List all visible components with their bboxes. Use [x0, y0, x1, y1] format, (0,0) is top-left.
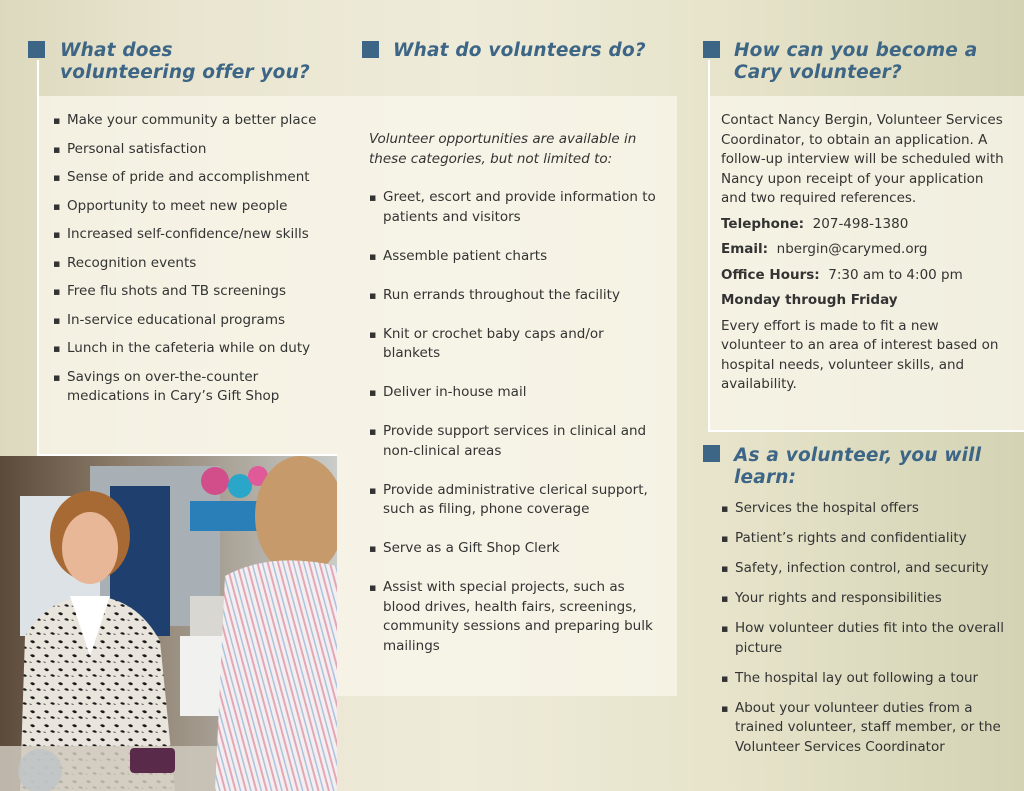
- frame-line-right: [708, 60, 710, 432]
- contact-closing: Every effort is made to fit a new volunteer to an area of interest based on hospital needs, volunteer skills, and availability.: [721, 317, 999, 392]
- benefit-item: ▪ Make your community a better place: [67, 111, 329, 131]
- benefit-item: ▪ In-service educational programs: [67, 311, 329, 331]
- learn-item: ▪ Services the hospital offers: [735, 499, 1005, 519]
- contact-intro: Contact Nancy Bergin, Volunteer Services Coordinator, to obtain an application. A follow-up interview will be scheduled with Nancy upon receipt of your application and two required references.: [721, 112, 1004, 206]
- benefit-item: ▪ Free flu shots and TB screenings: [67, 282, 329, 302]
- activity-item: ▪ Deliver in-house mail: [383, 383, 658, 403]
- email-address: nbergin@carymed.org: [776, 241, 928, 257]
- office-days: Monday through Friday: [721, 292, 898, 308]
- learn-item: ▪ How volunteer duties fit into the overall picture: [735, 619, 1005, 658]
- activity-item: ▪ Assemble patient charts: [383, 247, 658, 267]
- benefits-list: [67, 111, 329, 416]
- benefit-item: ▪ Recognition events: [67, 254, 329, 274]
- benefit-item: ▪ Savings on over-the-counter medications in Cary’s Gift Shop: [67, 368, 329, 407]
- col1-heading: What does volunteering offer you?: [60, 40, 310, 83]
- benefit-item: ▪ Lunch in the cafeteria while on duty: [67, 339, 329, 359]
- col3-heading: How can you become a Cary volunteer?: [734, 40, 978, 83]
- learn-item: ▪ The hospital lay out following a tour: [735, 669, 1005, 689]
- activity-item: ▪ Greet, escort and provide information to patients and visitors: [383, 188, 658, 227]
- col2-heading: What do volunteers do?: [393, 40, 646, 61]
- heading-square-icon: [28, 41, 45, 58]
- activity-item: ▪ Knit or crochet baby caps and/or blankets: [383, 325, 658, 364]
- learn-item: ▪ Your rights and responsibilities: [735, 589, 1005, 609]
- hours-line: [721, 266, 1006, 286]
- frame-line-left: [37, 60, 39, 456]
- benefit-item: ▪ Personal satisfaction: [67, 140, 329, 160]
- phone-label: Telephone:: [721, 215, 805, 232]
- volunteer-photo: [0, 456, 337, 791]
- learn-item: ▪ Safety, infection control, and security: [735, 559, 1005, 579]
- col4-heading: As a volunteer, you will learn:: [734, 445, 982, 488]
- email-line: [721, 240, 1006, 260]
- activity-item: ▪ Run errands throughout the facility: [383, 286, 658, 306]
- phone-line: [721, 215, 1006, 235]
- learn-list: [735, 499, 1005, 768]
- heading-square-icon: [362, 41, 379, 58]
- phone-number: 207-498-1380: [812, 215, 909, 232]
- heading-square-icon: [703, 445, 720, 462]
- activities-list: [383, 188, 658, 676]
- activity-item: ▪ Provide administrative clerical support, such as filing, phone coverage: [383, 481, 658, 520]
- frame-line-right-bottom: [708, 430, 1024, 432]
- benefit-item: ▪ Sense of pride and accomplishment: [67, 168, 329, 188]
- learn-item: ▪ Patient’s rights and confidentiality: [735, 529, 1005, 549]
- heading-square-icon: [703, 41, 720, 58]
- contact-info: [721, 111, 1006, 395]
- email-label: Email:: [721, 241, 769, 257]
- col2-intro: Volunteer opportunities are available in these categories, but not limited to:: [369, 131, 637, 167]
- learn-item: ▪ About your volunteer duties from a trained volunteer, staff member, or the Volunteer Services Coordinator: [735, 699, 1005, 758]
- hours-label: Office Hours:: [721, 266, 820, 283]
- activity-item: ▪ Provide support services in clinical and non-clinical areas: [383, 422, 658, 461]
- benefit-item: ▪ Opportunity to meet new people: [67, 197, 329, 217]
- office-hours: 7:30 am to 4:00 pm: [828, 266, 963, 283]
- activity-item: ▪ Serve as a Gift Shop Clerk: [383, 539, 658, 559]
- benefit-item: ▪ Increased self-confidence/new skills: [67, 225, 329, 245]
- activity-item: ▪ Assist with special projects, such as blood drives, health fairs, screenings, community sessions and preparing bulk mailings: [383, 578, 658, 656]
